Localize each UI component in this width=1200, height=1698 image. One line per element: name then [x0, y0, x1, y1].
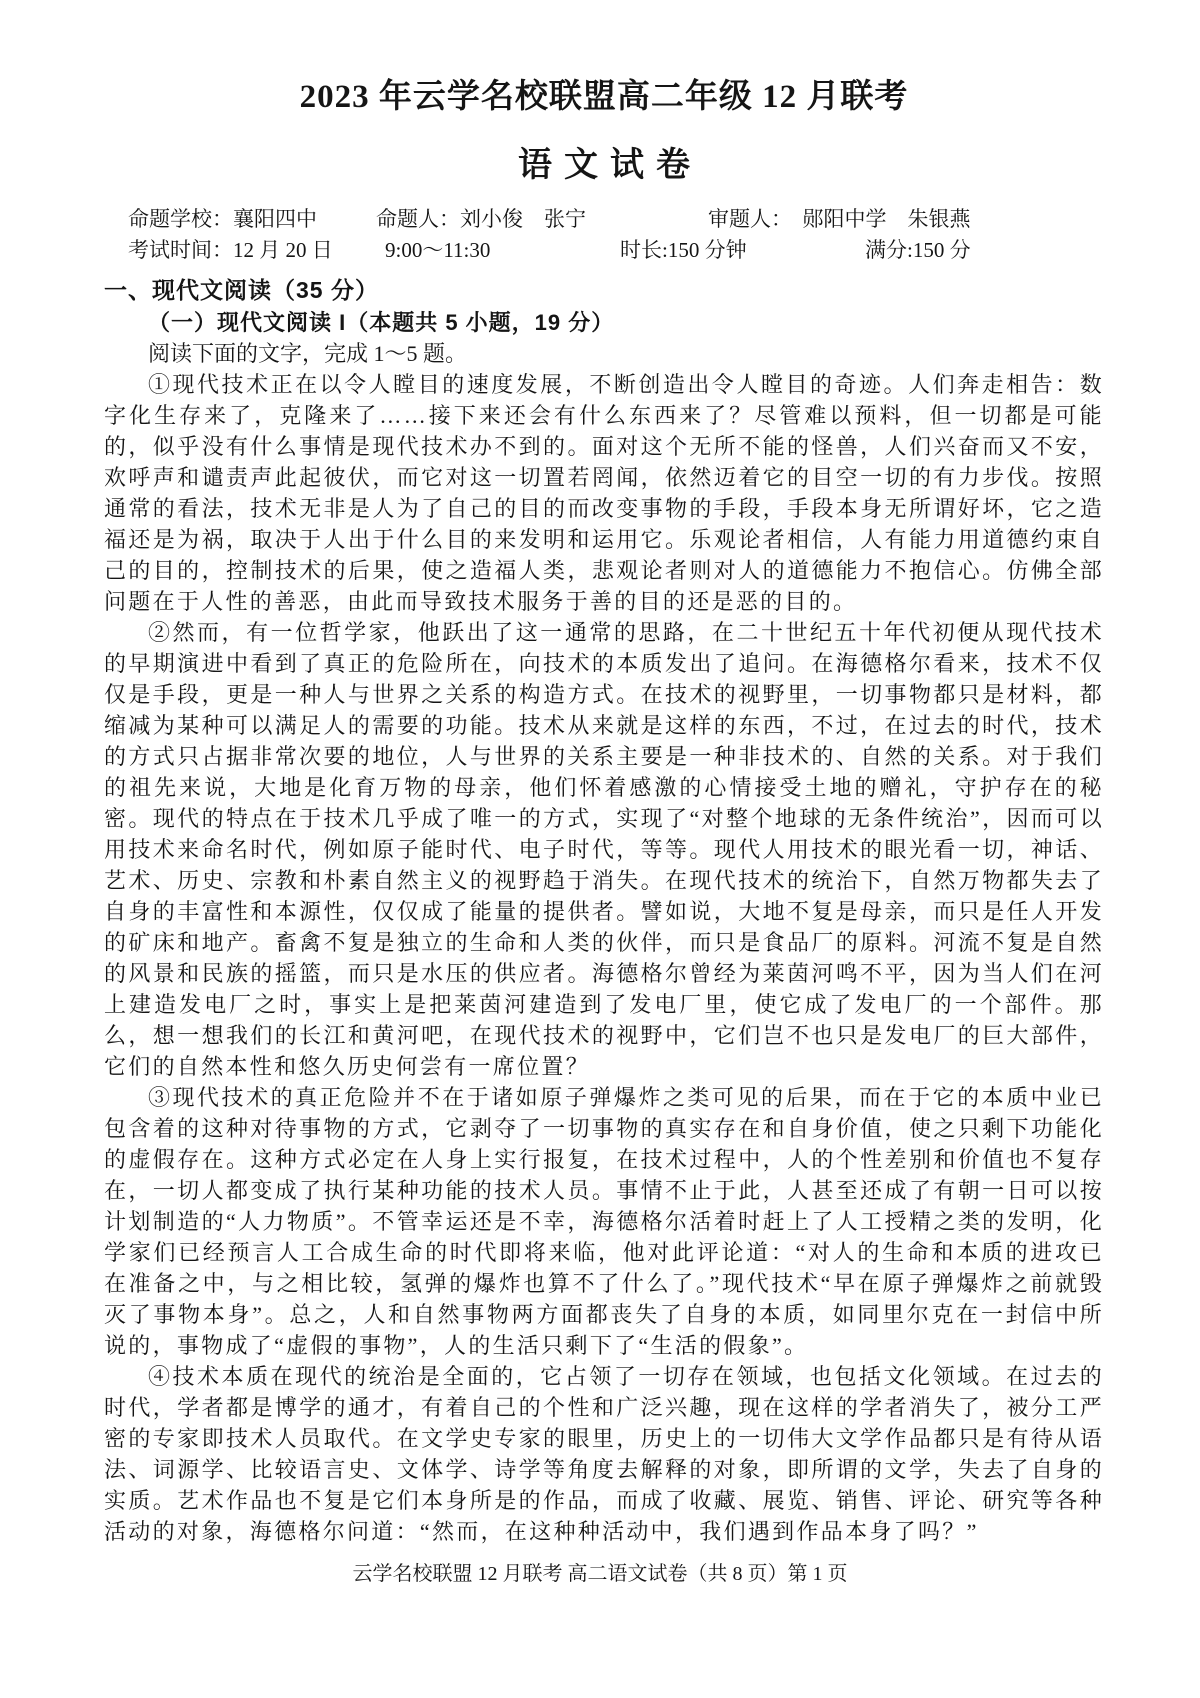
meta-row-2: [104, 235, 1104, 266]
page-title: 2023 年云学名校联盟高二年级 12 月联考: [299, 79, 909, 115]
reading-instruction: 阅读下面的文字，完成 1～5 题。: [148, 341, 468, 366]
meta-school: 命题学校：襄阳四中: [128, 207, 317, 231]
page-subtitle: 语文试卷: [518, 147, 702, 184]
passage-paragraph-2: ②然而，有一位哲学家，他跃出了这一通常的思路，在二十世纪五十年代初便从现代技术的早期演进中看到了真正的危险所在，向技术的本质发出了追问。在海德格尔看来，技术不仅仅是手段，更是一种人与世界之关系的构造方式。在技术的视野里，一切事物都只是材料，都缩减为某种可以满足人的需要的功能。技术从来就是这样的东西，不过，在过去的时代，技术的方式只占据非常次要的地位，人与世界的关系主要是一种非技术的、自然的关系。对于我们的祖先来说，大地是化育万物的母亲，他们怀着感激的心情接受土地的赠礼，守护存在的秘密。现代的特点在于技术几乎成了唯一的方式，实现了“对整个地球的无条件统治”，因而可以用技术来命名时代，例如原子能时代、电子时代，等等。现代人用技术的眼光看一切，神话、艺术、历史、宗教和朴素自然主义的视野趋于消失。在现代技术的统治下，自然万物都失去了自身的丰富性和本源性，仅仅成了能量的提供者。譬如说，大地不复是母亲，而只是任人开发的矿床和地产。畜禽不复是独立的生命和人类的伙伴，而只是食品厂的原料。河流不复是自然的风景和民族的摇篮，而只是水压的供应者。海德格尔曾经为莱茵河鸣不平，因为当人们在河上建造发电厂之时，事实上是把莱茵河建造到了发电厂里，使它成了发电厂的一个部件。那么，想一想我们的长江和黄河吧，在现代技术的视野中，它们岂不也只是发电厂的巨大部件，它们的自然本性和悠久历史何尝有一席位置？: [104, 620, 1104, 1079]
meta-duration: 时长:150 分钟: [620, 238, 747, 262]
meta-full-score: 满分:150 分: [865, 238, 971, 262]
passage-paragraph-4: ④技术本质在现代的统治是全面的，它占领了一切存在领域，也包括文化领域。在过去的时代，学者都是博学的通才，有着自己的个性和广泛兴趣，现在这样的学者消失了，被分工严密的专家即技术人员取代。在文学史专家的眼里，历史上的一切伟大文学作品都只是有待从语法、词源学、比较语言史、文体学、诗学等角度去解释的对象，即所谓的文学，失去了自身的实质。艺术作品也不复是它们本身所是的作品，而成了收藏、展览、销售、评论、研究等各种活动的对象，海德格尔问道：“然而，在这种种活动中，我们遇到作品本身了吗？”: [104, 1364, 1104, 1544]
meta-row-1: [104, 204, 1104, 235]
section-heading-modern-reading: 一、现代文阅读（35 分）: [104, 277, 379, 303]
meta-exam-time: 考试时间：12 月 20 日: [128, 238, 333, 262]
meta-time-range: 9:00～11:30: [385, 238, 491, 262]
meta-setters: 命题人：刘小俊 张宁: [376, 207, 586, 231]
page-footer: 云学名校联盟 12 月联考 高二语文试卷（共 8 页）第 1 页: [352, 1563, 848, 1585]
passage-paragraph-3: ③现代技术的真正危险并不在于诸如原子弹爆炸之类可见的后果，而在于它的本质中业已包含着的这种对待事物的方式，它剥夺了一切事物的真实存在和自身价值，使之只剩下功能化的虚假存在。这种方式必定在人身上实行报复，在技术过程中，人的个性差别和价值也不复存在，一切人都变成了执行某种功能的技术人员。事情不止于此，人甚至还成了有朝一日可以按计划制造的“人力物质”。不管幸运还是不幸，海德格尔活着时赶上了人工授精之类的发明，化学家们已经预言人工合成生命的时代即将来临，他对此评论道：“对人的生命和本质的进攻已在准备之中，与之相比较，氢弹的爆炸也算不了什么了。”现代技术“早在原子弹爆炸之前就毁灭了事物本身”。总之，人和自然事物两方面都丧失了自身的本质，如同里尔克在一封信中所说的，事物成了“虚假的事物”，人的生活只剩下了“生活的假象”。: [104, 1085, 1104, 1358]
reading-passage: [104, 369, 1104, 1547]
page-content: [104, 0, 1104, 1547]
subsection-heading-reading-1: （一）现代文阅读 I（本题共 5 小题，19 分）: [148, 310, 615, 335]
meta-reviewer: 审题人： 郧阳中学 朱银燕: [708, 207, 971, 231]
passage-paragraph-1: ①现代技术正在以令人瞠目的速度发展，不断创造出令人瞠目的奇迹。人们奔走相告：数字化生存来了，克隆来了……接下来还会有什么东西来了？尽管难以预料，但一切都是可能的，似乎没有什么事情是现代技术办不到的。面对这个无所不能的怪兽，人们兴奋而又不安，欢呼声和谴责声此起彼伏，而它对这一切置若罔闻，依然迈着它的目空一切的有力步伐。按照通常的看法，技术无非是人为了自己的目的而改变事物的手段，手段本身无所谓好坏，它之造福还是为祸，取决于人出于什么目的来发明和运用它。乐观论者相信，人有能力用道德约束自己的目的，控制技术的后果，使之造福人类，悲观论者则对人的道德能力不抱信心。仿佛全部问题在于人性的善恶，由此而导致技术服务于善的目的还是恶的目的。: [104, 372, 1104, 614]
meta-block: [104, 204, 1104, 266]
